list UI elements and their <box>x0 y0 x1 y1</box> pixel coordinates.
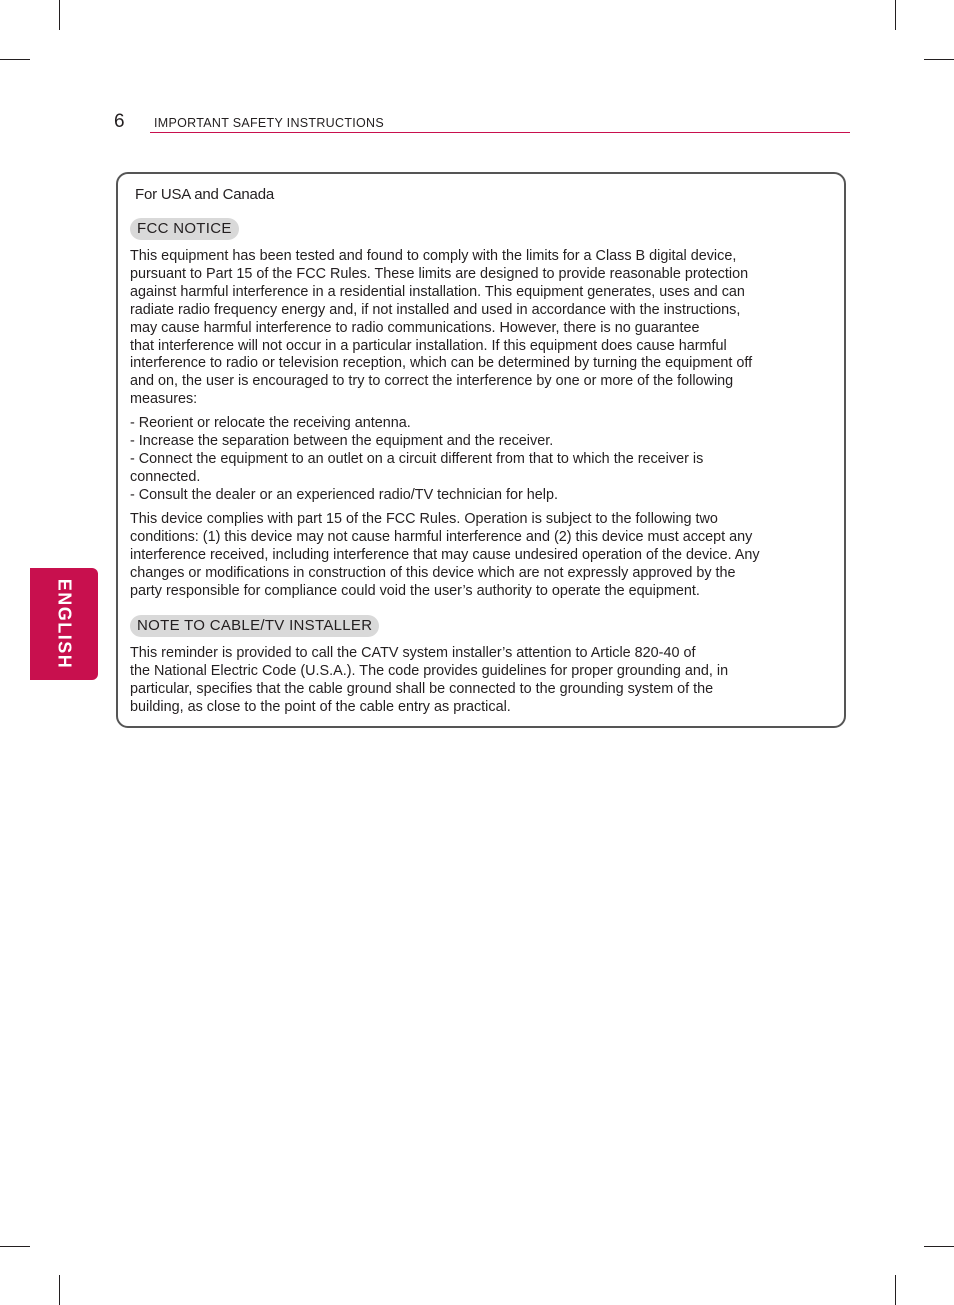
language-tab-label: ENGLISH <box>54 578 75 670</box>
crop-mark <box>59 0 60 30</box>
compliance-paragraph <box>130 511 838 601</box>
header-rule <box>150 132 850 133</box>
crop-mark <box>895 0 896 30</box>
list-item: - Increase the separation between the equipment and the receiver. <box>130 432 554 449</box>
measures-list <box>130 415 838 505</box>
crop-mark <box>59 1275 60 1305</box>
cable-installer-paragraph <box>130 645 838 717</box>
list-item: - Reorient or relocate the receiving antenna. <box>130 415 411 431</box>
cable-installer-heading: NOTE TO CABLE/TV INSTALLER <box>130 615 379 637</box>
crop-mark <box>0 1246 30 1247</box>
text-line: the National Electric Code (U.S.A.). The code provides guidelines for proper grounding and, in <box>130 662 729 679</box>
fcc-paragraph <box>130 248 838 409</box>
fcc-notice-heading: FCC NOTICE <box>130 218 239 240</box>
text-line: radiate radio frequency energy and, if not installed and used in accordance with the instructions, <box>130 301 741 318</box>
text-line: that interference will not occur in a particular installation. If this equipment does cause harmful <box>130 337 727 354</box>
notice-title: For USA and Canada <box>135 186 274 203</box>
text-line: interference to radio or television reception, which can be determined by turning the equipment off <box>130 355 753 372</box>
page-number: 6 <box>114 111 125 132</box>
text-line: This reminder is provided to call the CATV system installer’s attention to Article 820-40 of <box>130 645 696 661</box>
list-item: - Consult the dealer or an experienced radio/TV technician for help. <box>130 486 558 503</box>
text-line: building, as close to the point of the cable entry as practical. <box>130 698 511 715</box>
text-line: may cause harmful interference to radio communications. However, there is no guarantee <box>130 319 700 336</box>
text-line: This device complies with part 15 of the FCC Rules. Operation is subject to the following two <box>130 511 718 527</box>
text-line: This equipment has been tested and found to comply with the limits for a Class B digital device, <box>130 248 737 264</box>
text-line: against harmful interference in a residential installation. This equipment generates, uses and can <box>130 283 745 300</box>
text-line: party responsible for compliance could void the user’s authority to operate the equipment. <box>130 582 700 599</box>
crop-mark <box>924 1246 954 1247</box>
crop-mark <box>895 1275 896 1305</box>
text-line: changes or modifications in construction of this device which are not expressly approved by the <box>130 564 736 581</box>
text-line: pursuant to Part 15 of the FCC Rules. These limits are designed to provide reasonable protection <box>130 265 749 282</box>
text-line: interference received, including interference that may cause undesired operation of the device. Any <box>130 546 760 563</box>
text-line: particular, specifies that the cable ground shall be connected to the grounding system of the <box>130 680 714 697</box>
list-item: - Connect the equipment to an outlet on a circuit different from that to which the receiver is <box>130 450 704 467</box>
text-line: measures: <box>130 391 198 408</box>
text-line: conditions: (1) this device may not cause harmful interference and (2) this device must accept any <box>130 528 753 545</box>
crop-mark <box>0 59 30 60</box>
crop-mark <box>924 59 954 60</box>
section-title: IMPORTANT SAFETY INSTRUCTIONS <box>154 116 385 130</box>
text-line: and on, the user is encouraged to try to correct the interference by one or more of the following <box>130 373 734 390</box>
list-item: connected. <box>130 468 201 485</box>
